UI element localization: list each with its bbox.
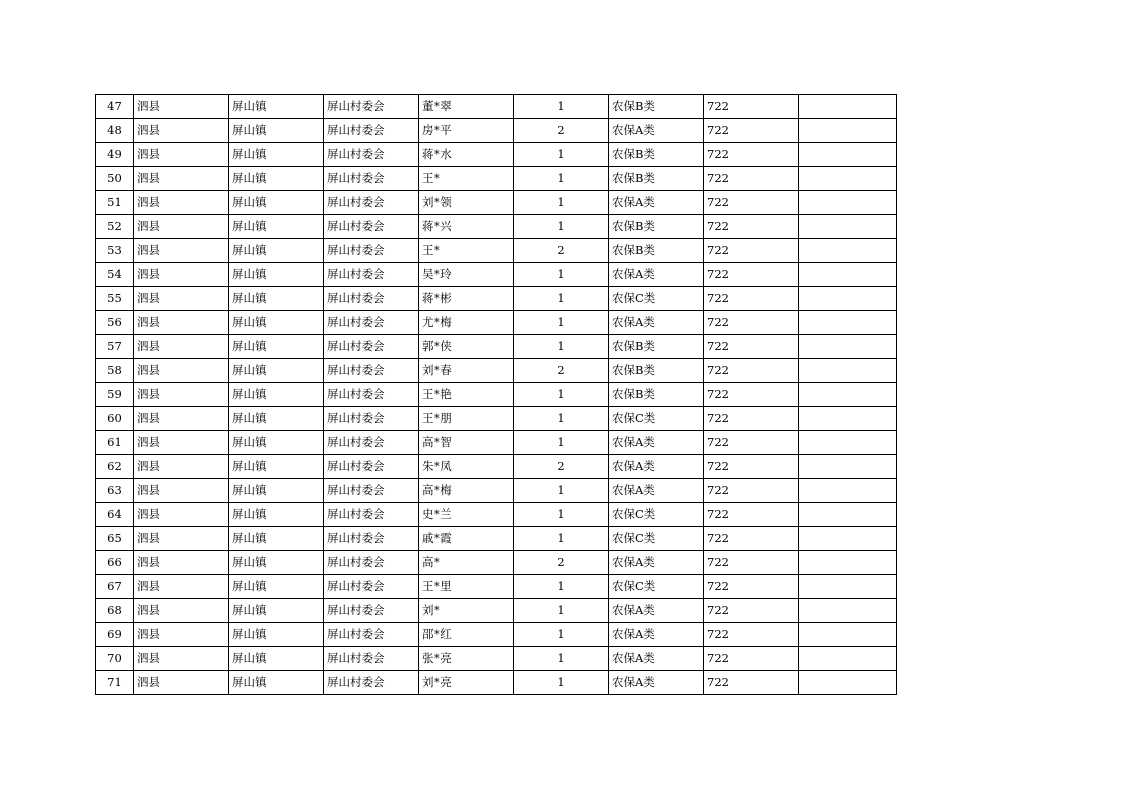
remark-cell — [799, 215, 897, 239]
remark-cell — [799, 263, 897, 287]
amount-cell: 722 — [704, 503, 799, 527]
row-number-cell: 61 — [96, 431, 134, 455]
count-cell: 2 — [514, 551, 609, 575]
person-name-cell: 董*翠 — [419, 95, 514, 119]
row-number-cell: 47 — [96, 95, 134, 119]
table-body — [96, 95, 897, 695]
person-name-cell: 刘*春 — [419, 359, 514, 383]
category-cell: 农保A类 — [609, 311, 704, 335]
person-name-cell: 邵*红 — [419, 623, 514, 647]
table-row — [96, 167, 897, 191]
count-cell: 1 — [514, 503, 609, 527]
town-cell: 屏山镇 — [229, 575, 324, 599]
amount-cell: 722 — [704, 263, 799, 287]
town-cell: 屏山镇 — [229, 95, 324, 119]
category-cell: 农保A类 — [609, 119, 704, 143]
town-cell: 屏山镇 — [229, 311, 324, 335]
village-cell: 屏山村委会 — [324, 671, 419, 695]
village-cell: 屏山村委会 — [324, 119, 419, 143]
amount-cell: 722 — [704, 311, 799, 335]
table-row — [96, 647, 897, 671]
county-cell: 泗县 — [134, 407, 229, 431]
row-number-cell: 71 — [96, 671, 134, 695]
category-cell: 农保B类 — [609, 335, 704, 359]
county-cell: 泗县 — [134, 311, 229, 335]
category-cell: 农保A类 — [609, 191, 704, 215]
table-row — [96, 215, 897, 239]
county-cell: 泗县 — [134, 551, 229, 575]
town-cell: 屏山镇 — [229, 383, 324, 407]
person-name-cell: 王*朋 — [419, 407, 514, 431]
remark-cell — [799, 191, 897, 215]
table-row — [96, 263, 897, 287]
row-number-cell: 49 — [96, 143, 134, 167]
category-cell: 农保B类 — [609, 383, 704, 407]
category-cell: 农保A类 — [609, 431, 704, 455]
amount-cell: 722 — [704, 431, 799, 455]
town-cell: 屏山镇 — [229, 143, 324, 167]
table-row — [96, 95, 897, 119]
person-name-cell: 郭*侠 — [419, 335, 514, 359]
table-row — [96, 191, 897, 215]
table-row — [96, 575, 897, 599]
category-cell: 农保A类 — [609, 623, 704, 647]
row-number-cell: 66 — [96, 551, 134, 575]
village-cell: 屏山村委会 — [324, 239, 419, 263]
count-cell: 2 — [514, 455, 609, 479]
row-number-cell: 65 — [96, 527, 134, 551]
table-row — [96, 671, 897, 695]
village-cell: 屏山村委会 — [324, 287, 419, 311]
table-row — [96, 239, 897, 263]
row-number-cell: 55 — [96, 287, 134, 311]
village-cell: 屏山村委会 — [324, 527, 419, 551]
person-name-cell: 戚*霞 — [419, 527, 514, 551]
amount-cell: 722 — [704, 167, 799, 191]
person-name-cell: 王* — [419, 239, 514, 263]
row-number-cell: 53 — [96, 239, 134, 263]
remark-cell — [799, 407, 897, 431]
village-cell: 屏山村委会 — [324, 167, 419, 191]
amount-cell: 722 — [704, 527, 799, 551]
amount-cell: 722 — [704, 479, 799, 503]
count-cell: 1 — [514, 191, 609, 215]
village-cell: 屏山村委会 — [324, 599, 419, 623]
table-row — [96, 119, 897, 143]
category-cell: 农保B类 — [609, 143, 704, 167]
village-cell: 屏山村委会 — [324, 503, 419, 527]
table-row — [96, 479, 897, 503]
row-number-cell: 60 — [96, 407, 134, 431]
remark-cell — [799, 335, 897, 359]
county-cell: 泗县 — [134, 263, 229, 287]
amount-cell: 722 — [704, 647, 799, 671]
count-cell: 1 — [514, 335, 609, 359]
town-cell: 屏山镇 — [229, 551, 324, 575]
amount-cell: 722 — [704, 239, 799, 263]
village-cell: 屏山村委会 — [324, 359, 419, 383]
county-cell: 泗县 — [134, 575, 229, 599]
category-cell: 农保A类 — [609, 455, 704, 479]
village-cell: 屏山村委会 — [324, 575, 419, 599]
table-row — [96, 503, 897, 527]
count-cell: 1 — [514, 95, 609, 119]
row-number-cell: 64 — [96, 503, 134, 527]
town-cell: 屏山镇 — [229, 623, 324, 647]
county-cell: 泗县 — [134, 671, 229, 695]
row-number-cell: 57 — [96, 335, 134, 359]
county-cell: 泗县 — [134, 479, 229, 503]
remark-cell — [799, 95, 897, 119]
table-row — [96, 551, 897, 575]
person-name-cell: 刘*亮 — [419, 671, 514, 695]
row-number-cell: 68 — [96, 599, 134, 623]
town-cell: 屏山镇 — [229, 215, 324, 239]
county-cell: 泗县 — [134, 599, 229, 623]
person-name-cell: 张*亮 — [419, 647, 514, 671]
person-name-cell: 吴*玲 — [419, 263, 514, 287]
town-cell: 屏山镇 — [229, 335, 324, 359]
person-name-cell: 高* — [419, 551, 514, 575]
village-cell: 屏山村委会 — [324, 215, 419, 239]
row-number-cell: 52 — [96, 215, 134, 239]
table-row — [96, 623, 897, 647]
category-cell: 农保A类 — [609, 671, 704, 695]
remark-cell — [799, 167, 897, 191]
county-cell: 泗县 — [134, 623, 229, 647]
category-cell: 农保A类 — [609, 647, 704, 671]
person-name-cell: 史*兰 — [419, 503, 514, 527]
person-name-cell: 朱*凤 — [419, 455, 514, 479]
count-cell: 1 — [514, 623, 609, 647]
category-cell: 农保C类 — [609, 407, 704, 431]
table-row — [96, 383, 897, 407]
table-row — [96, 287, 897, 311]
remark-cell — [799, 143, 897, 167]
count-cell: 2 — [514, 359, 609, 383]
remark-cell — [799, 503, 897, 527]
amount-cell: 722 — [704, 407, 799, 431]
county-cell: 泗县 — [134, 95, 229, 119]
count-cell: 1 — [514, 167, 609, 191]
row-number-cell: 48 — [96, 119, 134, 143]
county-cell: 泗县 — [134, 167, 229, 191]
category-cell: 农保B类 — [609, 359, 704, 383]
village-cell: 屏山村委会 — [324, 455, 419, 479]
county-cell: 泗县 — [134, 287, 229, 311]
count-cell: 1 — [514, 311, 609, 335]
table-row — [96, 143, 897, 167]
amount-cell: 722 — [704, 383, 799, 407]
county-cell: 泗县 — [134, 143, 229, 167]
person-name-cell: 高*智 — [419, 431, 514, 455]
county-cell: 泗县 — [134, 431, 229, 455]
person-name-cell: 王*艳 — [419, 383, 514, 407]
amount-cell: 722 — [704, 359, 799, 383]
town-cell: 屏山镇 — [229, 191, 324, 215]
town-cell: 屏山镇 — [229, 407, 324, 431]
row-number-cell: 63 — [96, 479, 134, 503]
category-cell: 农保C类 — [609, 287, 704, 311]
count-cell: 1 — [514, 383, 609, 407]
category-cell: 农保A类 — [609, 599, 704, 623]
remark-cell — [799, 239, 897, 263]
village-cell: 屏山村委会 — [324, 383, 419, 407]
remark-cell — [799, 671, 897, 695]
county-cell: 泗县 — [134, 503, 229, 527]
amount-cell: 722 — [704, 287, 799, 311]
count-cell: 1 — [514, 671, 609, 695]
count-cell: 1 — [514, 575, 609, 599]
count-cell: 1 — [514, 479, 609, 503]
town-cell: 屏山镇 — [229, 167, 324, 191]
table-row — [96, 455, 897, 479]
county-cell: 泗县 — [134, 383, 229, 407]
table-row — [96, 527, 897, 551]
category-cell: 农保C类 — [609, 527, 704, 551]
village-cell: 屏山村委会 — [324, 143, 419, 167]
town-cell: 屏山镇 — [229, 263, 324, 287]
count-cell: 1 — [514, 599, 609, 623]
village-cell: 屏山村委会 — [324, 431, 419, 455]
row-number-cell: 59 — [96, 383, 134, 407]
table-row — [96, 407, 897, 431]
county-cell: 泗县 — [134, 455, 229, 479]
category-cell: 农保A类 — [609, 479, 704, 503]
table-row — [96, 359, 897, 383]
amount-cell: 722 — [704, 623, 799, 647]
amount-cell: 722 — [704, 599, 799, 623]
table-row — [96, 431, 897, 455]
town-cell: 屏山镇 — [229, 527, 324, 551]
category-cell: 农保C类 — [609, 503, 704, 527]
person-name-cell: 蒋*水 — [419, 143, 514, 167]
person-name-cell: 房*平 — [419, 119, 514, 143]
count-cell: 1 — [514, 527, 609, 551]
village-cell: 屏山村委会 — [324, 263, 419, 287]
county-cell: 泗县 — [134, 359, 229, 383]
remark-cell — [799, 311, 897, 335]
village-cell: 屏山村委会 — [324, 95, 419, 119]
amount-cell: 722 — [704, 143, 799, 167]
row-number-cell: 51 — [96, 191, 134, 215]
county-cell: 泗县 — [134, 191, 229, 215]
village-cell: 屏山村委会 — [324, 335, 419, 359]
remark-cell — [799, 551, 897, 575]
amount-cell: 722 — [704, 455, 799, 479]
amount-cell: 722 — [704, 335, 799, 359]
town-cell: 屏山镇 — [229, 479, 324, 503]
remark-cell — [799, 527, 897, 551]
town-cell: 屏山镇 — [229, 503, 324, 527]
amount-cell: 722 — [704, 551, 799, 575]
county-cell: 泗县 — [134, 119, 229, 143]
remark-cell — [799, 359, 897, 383]
remark-cell — [799, 119, 897, 143]
person-name-cell: 刘*领 — [419, 191, 514, 215]
category-cell: 农保B类 — [609, 95, 704, 119]
town-cell: 屏山镇 — [229, 647, 324, 671]
count-cell: 2 — [514, 239, 609, 263]
category-cell: 农保B类 — [609, 167, 704, 191]
remark-cell — [799, 431, 897, 455]
village-cell: 屏山村委会 — [324, 191, 419, 215]
town-cell: 屏山镇 — [229, 119, 324, 143]
amount-cell: 722 — [704, 215, 799, 239]
remark-cell — [799, 575, 897, 599]
remark-cell — [799, 383, 897, 407]
town-cell: 屏山镇 — [229, 455, 324, 479]
village-cell: 屏山村委会 — [324, 479, 419, 503]
county-cell: 泗县 — [134, 239, 229, 263]
county-cell: 泗县 — [134, 527, 229, 551]
person-name-cell: 刘* — [419, 599, 514, 623]
remark-cell — [799, 287, 897, 311]
town-cell: 屏山镇 — [229, 671, 324, 695]
village-cell: 屏山村委会 — [324, 551, 419, 575]
category-cell: 农保B类 — [609, 215, 704, 239]
village-cell: 屏山村委会 — [324, 647, 419, 671]
town-cell: 屏山镇 — [229, 287, 324, 311]
person-name-cell: 蒋*彬 — [419, 287, 514, 311]
amount-cell: 722 — [704, 119, 799, 143]
remark-cell — [799, 599, 897, 623]
county-cell: 泗县 — [134, 335, 229, 359]
village-cell: 屏山村委会 — [324, 311, 419, 335]
category-cell: 农保A类 — [609, 263, 704, 287]
person-name-cell: 尤*梅 — [419, 311, 514, 335]
category-cell: 农保C类 — [609, 575, 704, 599]
person-name-cell: 蒋*兴 — [419, 215, 514, 239]
remark-cell — [799, 479, 897, 503]
table-row — [96, 335, 897, 359]
row-number-cell: 69 — [96, 623, 134, 647]
row-number-cell: 56 — [96, 311, 134, 335]
count-cell: 1 — [514, 431, 609, 455]
town-cell: 屏山镇 — [229, 359, 324, 383]
count-cell: 1 — [514, 287, 609, 311]
town-cell: 屏山镇 — [229, 239, 324, 263]
county-cell: 泗县 — [134, 647, 229, 671]
table-row — [96, 311, 897, 335]
count-cell: 1 — [514, 215, 609, 239]
count-cell: 2 — [514, 119, 609, 143]
row-number-cell: 58 — [96, 359, 134, 383]
count-cell: 1 — [514, 143, 609, 167]
amount-cell: 722 — [704, 95, 799, 119]
count-cell: 1 — [514, 263, 609, 287]
town-cell: 屏山镇 — [229, 431, 324, 455]
county-cell: 泗县 — [134, 215, 229, 239]
row-number-cell: 50 — [96, 167, 134, 191]
town-cell: 屏山镇 — [229, 599, 324, 623]
count-cell: 1 — [514, 647, 609, 671]
category-cell: 农保B类 — [609, 239, 704, 263]
remark-cell — [799, 623, 897, 647]
person-name-cell: 高*梅 — [419, 479, 514, 503]
amount-cell: 722 — [704, 191, 799, 215]
count-cell: 1 — [514, 407, 609, 431]
remark-cell — [799, 455, 897, 479]
amount-cell: 722 — [704, 575, 799, 599]
category-cell: 农保A类 — [609, 551, 704, 575]
row-number-cell: 67 — [96, 575, 134, 599]
village-cell: 屏山村委会 — [324, 407, 419, 431]
row-number-cell: 70 — [96, 647, 134, 671]
person-name-cell: 王*里 — [419, 575, 514, 599]
table-row — [96, 599, 897, 623]
village-cell: 屏山村委会 — [324, 623, 419, 647]
row-number-cell: 54 — [96, 263, 134, 287]
remark-cell — [799, 647, 897, 671]
amount-cell: 722 — [704, 671, 799, 695]
person-name-cell: 王* — [419, 167, 514, 191]
row-number-cell: 62 — [96, 455, 134, 479]
data-table — [95, 94, 897, 695]
